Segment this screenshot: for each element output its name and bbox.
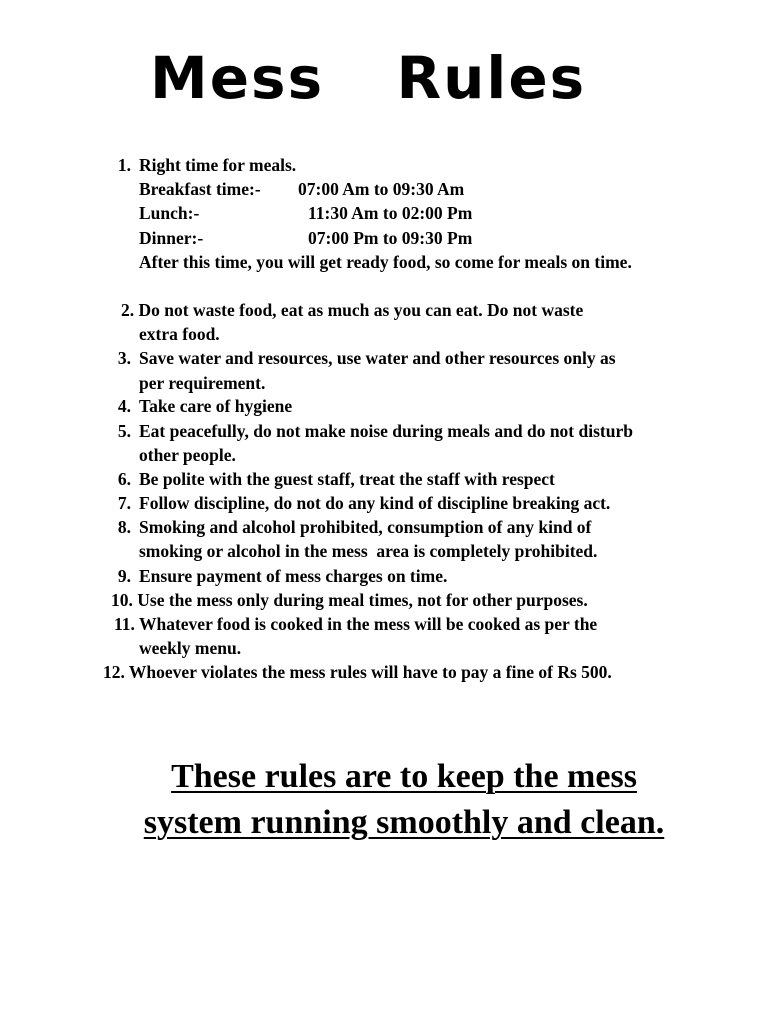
- breakfast-time: 07:00 Am to 09:30 Am: [298, 179, 465, 199]
- rule-6-number: 6.: [117, 469, 131, 489]
- rule-6-line-1: Be polite with the guest staff, treat the staff with respect: [139, 469, 555, 489]
- breakfast-label: Breakfast time:-: [139, 179, 261, 199]
- rule-3-line-2: per requirement.: [139, 373, 266, 393]
- rule-1-number: 1.: [117, 155, 131, 175]
- lunch-time: 11:30 Am to 02:00 Pm: [308, 203, 473, 223]
- rule-8-number: 8.: [117, 517, 131, 537]
- rule-12-line-1: 12. Whoever violates the mess rules will have to pay a fine of Rs 500.: [103, 662, 612, 682]
- dinner-time: 07:00 Pm to 09:30 Pm: [308, 228, 473, 248]
- dinner-label: Dinner:-: [139, 228, 204, 248]
- rule-4-number: 4.: [117, 396, 131, 416]
- meal-time-note: After this time, you will get ready food, so come for meals on time.: [139, 252, 632, 272]
- rule-8-line-1: Smoking and alcohol prohibited, consumption of any kind of: [139, 517, 592, 537]
- rule-7-line-1: Follow discipline, do not do any kind of discipline breaking act.: [139, 493, 611, 513]
- rule-7-number: 7.: [117, 493, 131, 513]
- rule-2-line-1: 2. Do not waste food, eat as much as you can eat. Do not waste: [121, 300, 584, 320]
- rule-4-line-1: Take care of hygiene: [139, 396, 293, 416]
- rule-5-line-1: Eat peacefully, do not make noise during meals and do not disturb: [139, 421, 633, 441]
- rule-8-line-2: smoking or alcohol in the mess area is completely prohibited.: [139, 541, 598, 561]
- rule-1-text: Right time for meals.: [139, 155, 297, 175]
- rule-9-line-1: Ensure payment of mess charges on time.: [139, 566, 448, 586]
- rule-5-number: 5.: [117, 421, 131, 441]
- rule-2-line-2: extra food.: [139, 324, 220, 344]
- page-title: Mess Rules: [150, 44, 587, 112]
- footer-line-1: These rules are to keep the mess: [171, 758, 637, 795]
- footer-line-2: system running smoothly and clean.: [143, 804, 665, 841]
- rule-9-number: 9.: [117, 566, 131, 586]
- rule-3-number: 3.: [117, 348, 131, 368]
- rule-11-line-2: weekly menu.: [139, 638, 242, 658]
- rule-10-line-1: 10. Use the mess only during meal times, not for other purposes.: [111, 590, 588, 610]
- rule-3-line-1: Save water and resources, use water and other resources only as: [139, 348, 616, 368]
- rule-5-line-2: other people.: [139, 445, 236, 465]
- lunch-label: Lunch:-: [139, 203, 200, 223]
- rule-11-line-1: 11. Whatever food is cooked in the mess will be cooked as per the: [114, 614, 598, 634]
